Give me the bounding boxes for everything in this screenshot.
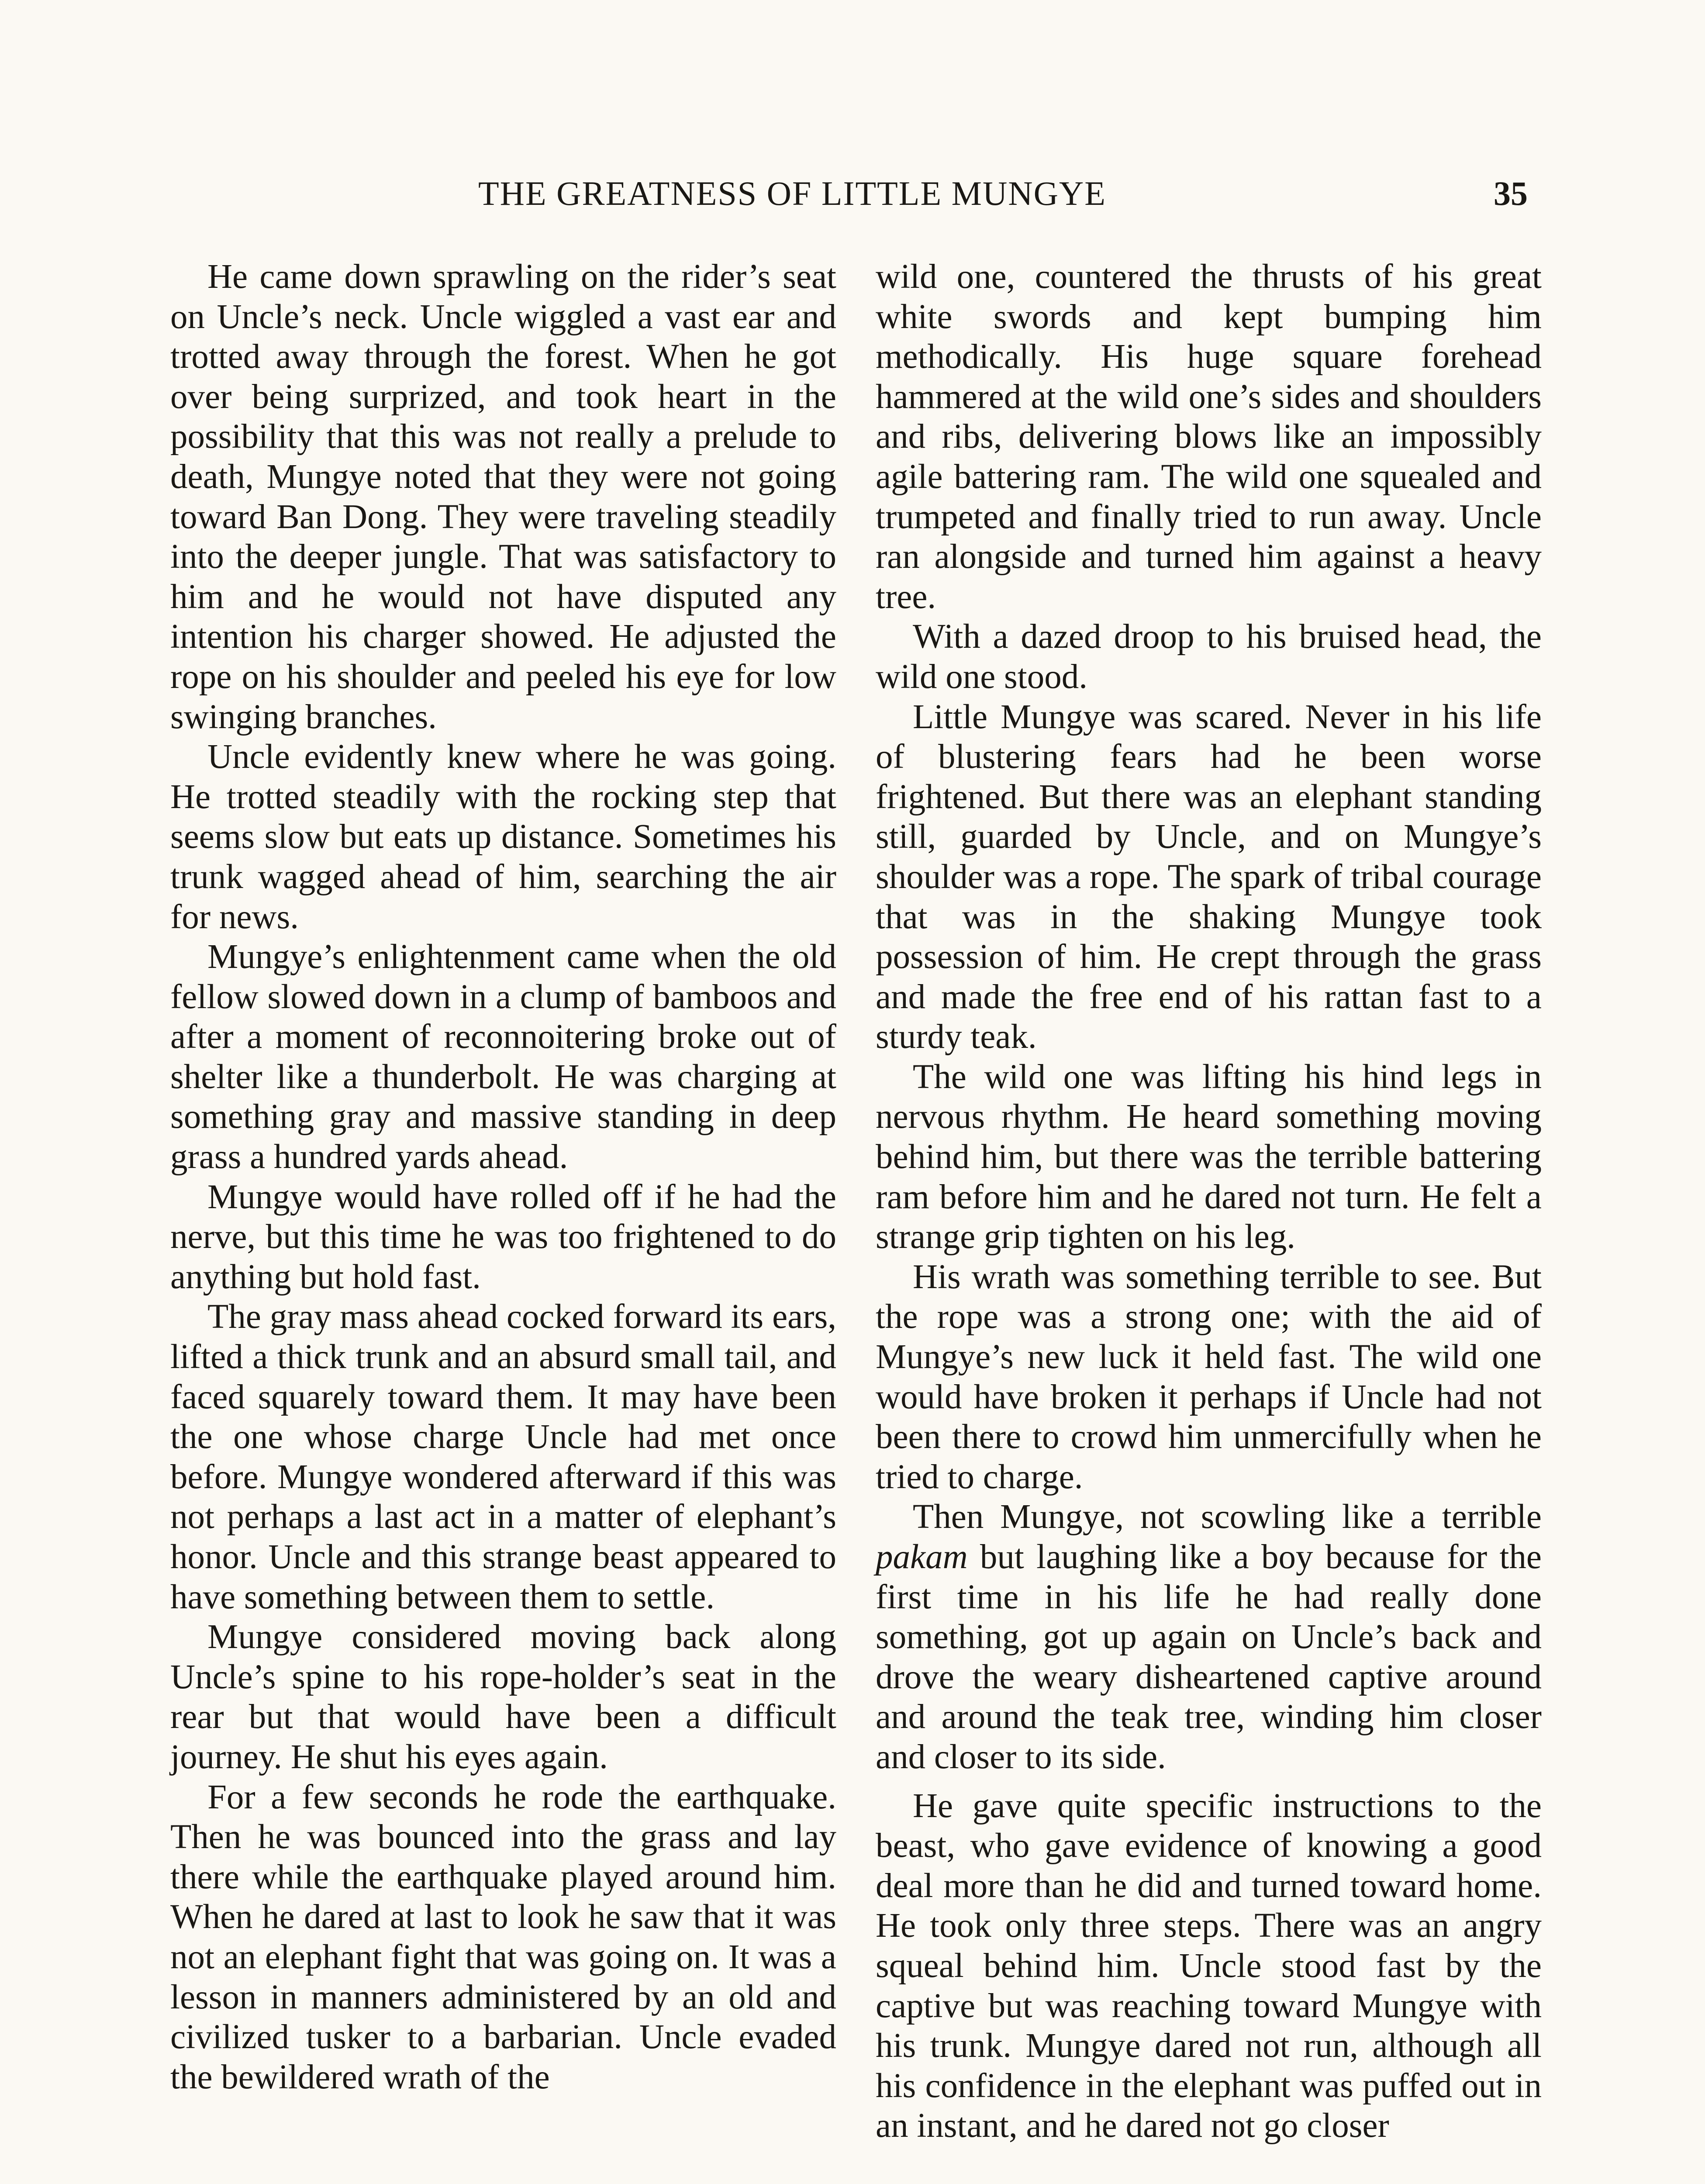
page-header xyxy=(0,169,1705,218)
left-column xyxy=(170,257,836,2097)
paragraph: With a dazed droop to his bruised head, the wild one stood. xyxy=(876,618,1542,696)
text-run: Then Mungye, not scowling like a terrible xyxy=(913,1498,1542,1536)
paragraph: Mungye would have rolled off if he had the nerve, but this time he was too frightened to do anything but hold fast. xyxy=(170,1178,836,1296)
italic-word: pakam xyxy=(876,1538,968,1576)
paragraph: The gray mass ahead cocked forward its ears, lifted a thick trunk and an absurd small tail, and faced squarely toward them. It may have been the one whose charge Uncle had met once before. Mungye wondered afterward if this was not perhaps a last act in a matter of elephant’s honor. Uncle and this strange beast appeared to have something between them to settle. xyxy=(170,1298,836,1616)
running-title: THE GREATNESS OF LITTLE MUNGYE xyxy=(478,174,1106,212)
paragraph: Uncle evidently knew where he was going. He trotted steadily with the rocking step that seems slow but eats up distance. Sometimes his trunk wagged ahead of him, searching the air for news. xyxy=(170,738,836,936)
paragraph: Little Mungye was scared. Never in his life of blustering fears had he been worse frightened. But there was an elephant standing still, guarded by Uncle, and on Mungye’s shoulder was a rope. The spark of tribal courage that was in the shaking Mungye took possession of him. He crept through the grass and made the free end of his rattan fast to a sturdy teak. xyxy=(876,698,1542,1056)
paragraph: His wrath was something terrible to see. But the rope was a strong one; with the aid of Mungye’s new luck it held fast. The wild one would have broken it perhaps if Uncle had not been there to crowd him unmercifully when he tried to charge. xyxy=(876,1258,1542,1496)
page-number: 35 xyxy=(1494,174,1528,212)
paragraph-pakam xyxy=(876,1497,1542,1777)
text-run: but laughing like a boy because for the first time in his life he had really done something, got up again on Uncle’s back and drove the weary disheartened captive around and around the teak tree, winding him closer and closer to its side. xyxy=(876,1538,1542,1776)
paragraph: The wild one was lifting his hind legs in nervous rhythm. He heard something moving behind him, but there was the terrible battering ram before him and he dared not turn. He felt a strange grip tighten on his leg. xyxy=(876,1057,1542,1256)
right-column xyxy=(876,257,1542,2146)
paragraph: For a few seconds he rode the earthquake. Then he was bounced into the grass and lay there while the earthquake played around him. When he dared at last to look he saw that it was not an elephant fight that was going on. It was a lesson in manners administered by an old and civilized tusker to a barbarian. Uncle evaded the bewildered wrath of the xyxy=(170,1778,836,2096)
paragraph: Mungye considered moving back along Uncle’s spine to his rope-holder’s seat in the rear but that would have been a difficult journey. He shut his eyes again. xyxy=(170,1618,836,1776)
paragraph: He came down sprawling on the rider’s seat on Uncle’s neck. Uncle wiggled a vast ear and trotted away through the forest. When he got over being surprized, and took heart in the possibility that this was not really a prelude to death, Mungye noted that they were not going toward Ban Dong. They were traveling steadily into the deeper jungle. That was satisfactory to him and he would not have disputed any intention his charger showed. He adjusted the rope on his shoulder and peeled his eye for low swinging branches. xyxy=(170,258,836,736)
paragraph: He gave quite specific instructions to the beast, who gave evidence of knowing a good deal more than he did and turned toward home. He took only three steps. There was an angry squeal behind him. Uncle stood fast by the captive but was reaching toward Mungye with his trunk. Mungye dared not run, although all his confidence in the elephant was puffed out in an instant, and he dared not go closer xyxy=(876,1787,1542,2145)
paragraph-continuation: wild one, countered the thrusts of his great white swords and kept bumping him methodically. His huge square forehead hammered at the wild one’s sides and shoulders and ribs, delivering blows like an impossibly agile battering ram. The wild one squealed and trumpeted and finally tried to run away. Uncle ran alongside and turned him against a heavy tree. xyxy=(876,258,1542,616)
paragraph: Mungye’s enlightenment came when the old fellow slowed down in a clump of bamboos and after a moment of reconnoitering broke out of shelter like a thunderbolt. He was charging at something gray and massive standing in deep grass a hundred yards ahead. xyxy=(170,938,836,1176)
